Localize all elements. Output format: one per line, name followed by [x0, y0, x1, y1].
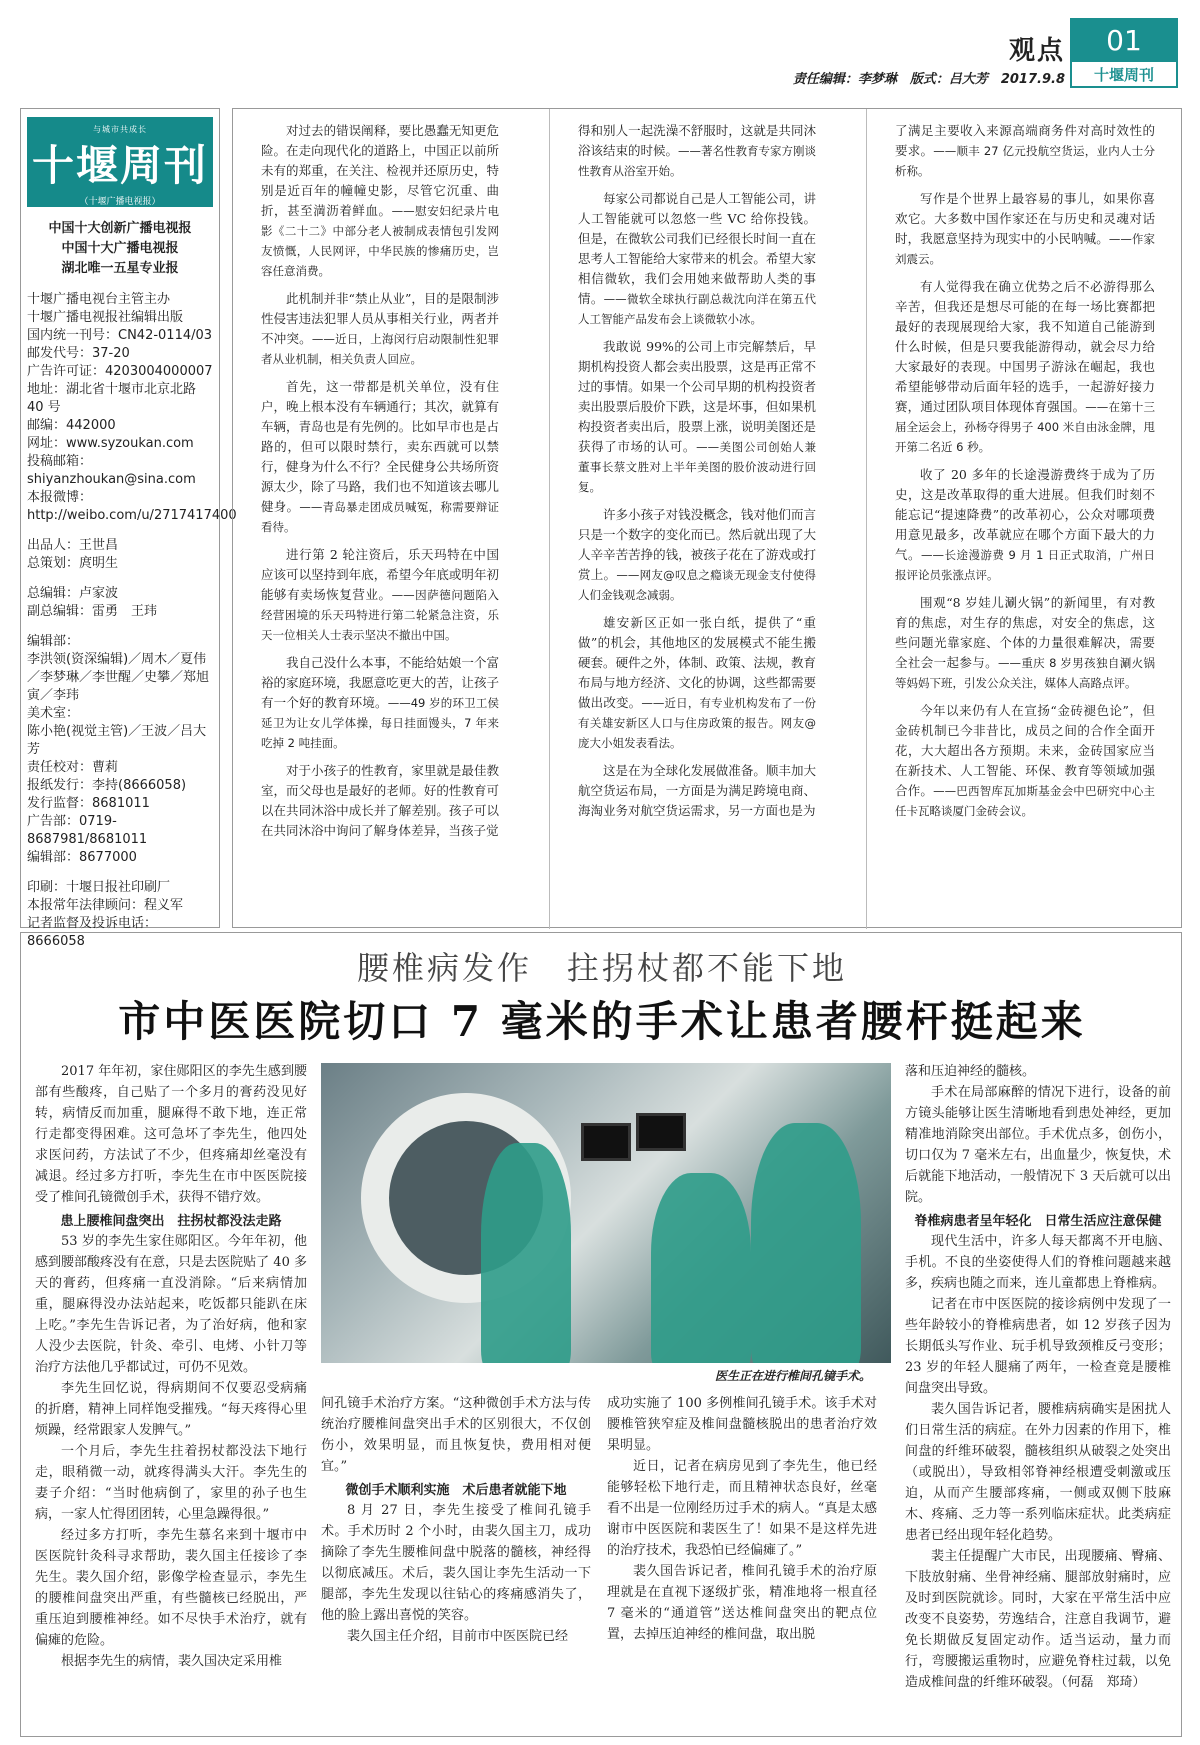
- quote-source: ——近日，有专业机构发布了一份有关雄安新区人口与住房政策的报告。网友@庞大小姐发表看法。: [578, 696, 816, 750]
- masthead-sidebar: [20, 108, 237, 949]
- page-header: [0, 0, 1200, 100]
- publication-info: [27, 291, 237, 525]
- quote-item: [261, 653, 499, 753]
- quote-item: [895, 277, 1155, 457]
- article-paragraph: 现代生活中，许多人每天都离不开电脑、手机。不良的坐姿使得人们的脊椎问题越来越多，疾病也随之而来，连儿童都患上脊椎病。: [905, 1234, 1171, 1291]
- staff-line: 出品人：王世昌: [27, 538, 119, 553]
- article-headline: 市中医医院切口 7 毫米的手术让患者腰杆挺起来: [118, 997, 1086, 1046]
- article-paragraph: 经过多方打听，李先生慕名来到十堰市中医医院针灸科寻求帮助，裴久国主任接诊了李先生。裴久国介绍，影像学检查显示，李先生的腰椎间盘突出严重，有些髓核已经脱出，严重压迫到腰椎神经。如不尽快手术治疗，就有偏瘫的危险。: [35, 1528, 307, 1648]
- surgery-photo: [321, 1063, 891, 1363]
- quote-source: ——在第十三届全运会上，孙杨夺得男子 400 米自由泳金牌，甩开第二名近 6 秒。: [895, 400, 1155, 454]
- article-paragraph: 成功实施了 100 多例椎间孔镜手术。该手术对腰椎管狭窄症及椎间盘髓核脱出的患者治疗效果明显。: [607, 1396, 877, 1453]
- doctor-figure: [751, 1123, 861, 1363]
- quote-source: ——美图公司创始人兼董事长蔡文胜对上半年美图的股价波动进行回复。: [578, 440, 816, 494]
- article-column-3: [607, 1393, 877, 1731]
- quote-source: ——巴西智库瓦加斯基金会中巴研究中心主任卡瓦略谈厦门金砖会议。: [895, 784, 1155, 818]
- article-column-2: [321, 1393, 591, 1731]
- quote-item: [895, 465, 1155, 585]
- email-link[interactable]: shiyanzhoukan@sina.com: [27, 472, 196, 487]
- quote-item: [895, 189, 1155, 269]
- quote-item: [578, 121, 816, 181]
- feature-article: [20, 932, 1182, 1737]
- quote-item: [261, 545, 499, 645]
- staff-bottom: [27, 633, 213, 867]
- info-line: 邮发代号：37-20: [27, 346, 130, 361]
- masthead-slogan: 与城市共成长: [93, 125, 147, 134]
- quote-text: 写作是个世界上最容易的事儿，如果你喜欢它。大多数中国作家还在与历史和灵魂对话时，我愿意坚持为现实中的小民呐喊。: [895, 191, 1155, 246]
- quote-item: [895, 701, 1155, 821]
- quote-text: 这是在为全球化发展做准备。顺丰加大航空货运布局，一方面是为满足跨境电商、海淘业务对航空货运需求，另一方面也是为: [578, 763, 816, 818]
- article-paragraph: 裴久国告诉记者，腰椎病病确实是困扰人们日常生活的病症。在外力因素的作用下，椎间盘的纤维环破裂，髓核组织从破裂之处突出（或脱出），导致相邻脊神经根遭受刺激或压迫，从而产生腰部疼痛，一侧或双侧下肢麻木、疼痛、乏力等一系列临床症状。此类病症患者已经出现年轻化趋势。: [905, 1402, 1171, 1543]
- quote-text: 我敢说 99%的公司上市完解禁后，早期机构投资人都会卖出股票，这是再正常不过的事情。如果一个公司早期的机构投资者卖出股票后股价下跌，这是坏事，但如果机构投资者卖出后，股票上涨，说明美图还是获得了市场的认可。: [578, 339, 816, 454]
- weibo-link[interactable]: http://weibo.com/u/2717417400: [27, 508, 237, 523]
- quote-source: ——顺丰 27 亿元投航空货运，业内人士分析称。: [895, 144, 1155, 178]
- article-paragraph: 李先生回忆说，得病期间不仅要忍受病痛的折磨，精神上同样饱受摧残。“每天疼得心里烦躁，经常跟家人发脾气。”: [35, 1381, 307, 1438]
- info-line: 邮编：442000: [27, 418, 116, 433]
- article-paragraph: 近日，记者在病房见到了李先生，他已经能够轻松下地行走，而且精神状态良好，丝毫看不出是一位刚经历过手术的病人。“真是太感谢市中医医院和裴医生了！如果不是这样先进的治疗技术，我恐怕已经偏瘫了。”: [607, 1459, 877, 1558]
- staff-line: 李洪领(资深编辑)／周木／夏伟／李梦琳／李世醒／史攀／郑旭寅／李玮: [27, 652, 210, 703]
- printing-line: 本报常年法律顾问：程义军: [27, 898, 184, 913]
- info-line: 投稿邮箱：: [27, 454, 93, 469]
- printing-line: 记者监督及投诉电话：8666058: [27, 916, 158, 949]
- article-subheading: 脊椎病患者呈年轻化 日常生活应注意保健: [914, 1214, 1162, 1229]
- quote-source: ——作家刘震云。: [895, 232, 1155, 266]
- quote-text: 我自己没什么本事，不能给姑娘一个富裕的家庭环境，我愿意吃更大的苦，让孩子有一个好的教育环境。: [261, 655, 499, 710]
- article-paragraph: 一个月后，李先生拄着拐杖都没法下地行走，眼稍微一动，就疼得满头大汗。李先生的妻子介绍：“当时他病倒了，家里的孙子也生病，一家人忙得团团转，心里急躁得很。”: [35, 1444, 307, 1522]
- article-paragraph: 53 岁的李先生家住郧阳区。今年年初，他感到腰部酸疼没有在意，只是去医院贴了 40 多天的膏药，但疼痛一直没消除。“后来病情加重，腿麻得没办法站起来，吃饭都只能趴在床上吃。”李先生告诉记者，为了治好病，他和家人没少去医院，针灸、牵引、电烤、小针刀等治疗方法他几乎都试过，可仍不见效。: [35, 1234, 307, 1375]
- quote-text: 此机制并非“禁止从业”，目的是限制涉性侵害违法犯罪人员从事相关行业，两者并不冲突。: [261, 291, 499, 346]
- staff-line: 发行监督：8681011: [27, 796, 150, 811]
- quote-source: ——慰安妇纪录片电影《二十二》中部分老人被制成表情包引发网友愤慨，人民网评，中华民族的惨痛历史，岂容任意消费。: [261, 204, 499, 278]
- staff-line: 总编辑：卢家波: [27, 586, 119, 601]
- printing-line: 印刷：十堰日报社印刷厂: [27, 880, 171, 895]
- doctor-figure: [651, 1173, 751, 1363]
- quote-text: 首先，这一带都是机关单位，没有住户，晚上根本没有车辆通行；其次，就算有车辆，青岛也是有先例的。比如早市也是占路的，但可以限时禁行，卖东西就可以禁行，健身为什么不行？全民健身公共场所资源太少，除了马路，我们也不知道该去哪儿健身。: [261, 379, 499, 514]
- quote-item: [578, 613, 816, 753]
- quote-text: 得和别人一起洗澡不舒服时，这就是共同沐浴该结束的时候。: [578, 123, 816, 158]
- article-paragraph: 记者在市中医医院的接诊病例中发现了一些年龄较小的脊椎病患者，如 12 岁孩子因为长期低头写作业、玩手机导致颈椎反弓变形；23 岁的年轻人腿痛了两年，一检查竟是腰椎间盘突出导致。: [905, 1297, 1171, 1396]
- quote-source: ——网友@叹息之瘾谈无现金支付使得人们金钱观念减弱。: [578, 568, 816, 602]
- staff-line: 编辑部：8677000: [27, 850, 137, 865]
- honor-item: 中国十大广播电视报: [61, 241, 179, 256]
- quote-source: ——青岛暴走团成员喊冤，称需要辩证看待。: [261, 500, 499, 534]
- article-paragraph: 根据李先生的病情，裴久国决定采用椎: [61, 1654, 283, 1669]
- quote-item: [895, 121, 1155, 181]
- staff-line: 陈小艳(视觉主管)／王波／吕大芳: [27, 724, 207, 757]
- quote-item: [261, 377, 499, 537]
- article-column-4: [905, 1061, 1171, 1731]
- info-line: 广告许可证：4203004000007: [27, 364, 213, 379]
- staff-line: 美术室：: [27, 706, 80, 721]
- quote-text: 对于小孩子的性教育，家里就是最佳教室，而父母也是最好的老师。好的性教育可以在共同沐浴中成长并了解差别。孩子可以在共同沐浴中询问了解身体差异，当孩子觉: [261, 763, 499, 838]
- quote-source: ——近日，上海闵行启动限制性犯罪者从业机制，相关负责人回应。: [261, 332, 499, 366]
- article-kicker: 腰椎病发作 拄拐杖都不能下地: [356, 949, 847, 987]
- honor-item: 湖北唯一五星专业报: [61, 261, 179, 276]
- quote-source: ——重庆 8 岁男孩独自涮火锅等妈妈下班，引发公众关注，媒体人高路点评。: [895, 656, 1155, 690]
- website-link[interactable]: 网址：www.syzoukan.com: [27, 436, 194, 451]
- quote-text: 每家公司都说自己是人工智能公司，讲人工智能就可以忽悠一些 VC 给你投钱。但是，在微软公司我们已经很长时间一直在思考人工智能给大家带来的机会。希望大家相信微软，我们会用她来做帮助人类的事情。: [578, 191, 816, 306]
- paper-name: 十堰周刊: [1093, 66, 1154, 84]
- photo-caption: 医生正在进行椎间孔镜手术。: [714, 1369, 871, 1383]
- quote-text: 围观“8 岁娃儿涮火锅”的新闻里，有对教育的焦虑，对生存的焦虑，对安全的焦虑，这些问题光靠家庭、个体的力量很难解决，需要全社会一起参与。: [895, 595, 1155, 670]
- article-paragraph: 裴久国告诉记者，椎间孔镜手术的治疗原理就是在直视下逐级扩张，精准地将一根直径 7 毫米的“通道管”送达椎间盘突出的靶点位置，去掉压迫神经的椎间盘，取出脱: [607, 1564, 877, 1642]
- page-number-box: [1070, 18, 1178, 88]
- quote-text: 进行第 2 轮注资后，乐天玛特在中国应该可以坚持到年底，希望今年底或明年初能够有卖场恢复营业。: [261, 547, 499, 602]
- quote-item: [578, 189, 816, 329]
- staff-line: 副总编辑：雷勇 王玮: [27, 604, 158, 619]
- quote-item: [261, 289, 499, 369]
- info-line: 十堰广播电视报社编辑出版: [27, 310, 184, 325]
- quote-source: ——49 岁的环卫工侯延卫为让女儿学体操，每日挂面馒头，7 年来吃掉 2 吨挂面。: [261, 696, 499, 750]
- quote-item: [895, 593, 1155, 693]
- staff-line: 广告部：0719-8687981/8681011: [27, 814, 148, 847]
- quote-item: [261, 121, 499, 281]
- masthead-logo: [27, 117, 213, 207]
- quote-source: ——微软全球执行副总裁沈向洋在第五代人工智能产品发布会上谈微软小冰。: [578, 292, 816, 326]
- article-paragraph: 落和压迫神经的髓核。: [905, 1064, 1036, 1079]
- quote-text: 收了 20 多年的长途漫游费终于成为了历史，这是改革取得的重大进展。但我们时刻不能忘记“提速降费”的改革初心，公众对哪项费用意见最多，改革就应在哪个方面下最大的力气。: [895, 467, 1155, 562]
- quote-item: [261, 761, 499, 841]
- staff-line: 编辑部：: [27, 634, 80, 649]
- opinion-column-1: [261, 121, 499, 921]
- quote-text: 了满足主要收入来源高端商务件对高时效性的要求。: [895, 123, 1155, 158]
- quote-text: 有人觉得我在确立优势之后不必游得那么辛苦，但我还是想尽可能的在每一场比赛都把最好的表现展现给大家，我不知道自己能游到什么时候，但是只要我能游得动，就会尽力给大家最好的表现。中国男子游泳在崛起，我也希望能够带动后面年轻的选手，一起游好接力赛，通过团队项目体现体育强国。: [895, 279, 1155, 414]
- staff-line: 责任校对：曹莉: [27, 760, 119, 775]
- monitor-shape: [581, 1123, 631, 1161]
- quote-item: [578, 761, 816, 821]
- info-line: 本报微博：: [27, 490, 93, 505]
- staff-mid: [27, 585, 213, 621]
- quote-text: 今年以来仍有人在宣扬“金砖褪色论”，但金砖机制已今非昔比，成员之间的合作全面开花，大大超出各方预期。未来，金砖国家应当在新技术、人工智能、环保、教育等领域加强合作。: [895, 703, 1155, 798]
- article-paragraph: 手术在局部麻醉的情况下进行，设备的前方镜头能够让医生清晰地看到患处神经，更加精准地消除突出部位。手术优点多，创伤小，切口仅为 7 毫米左右，出血量少，恢复快，术后就能下地活动，一般情况下 3 天后就可以出院。: [905, 1085, 1171, 1205]
- monitor-shape: [636, 1113, 686, 1151]
- info-line: 国内统一刊号：CN42-0114/03: [27, 328, 213, 343]
- honor-item: 中国十大创新广播电视报: [48, 221, 192, 236]
- quote-text: 对过去的错误阐释，要比愚蠢无知更危险。在走向现代化的道路上，中国正以前所未有的郑重，在关注、检视并还原历史，特别是近百年的幢幢史影，尽管它沉重、曲折，甚至満沥着鲜血。: [261, 123, 499, 218]
- quote-text: 雄安新区正如一张白纸，提供了“重做”的机会，其他地区的发展模式不能生搬硬套。硬件之外，体制、政策、法规，教育布局与地方经济、文化的协调，这些都需要做出改变。: [578, 615, 816, 710]
- article-paragraph: 2017 年年初，家住郧阳区的李先生感到腰部有些酸疼，自己贴了一个多月的膏药没见好转，病情反而加重，腿麻得不敢下地，连正常行走都变得困难。这可急坏了李先生，他四处求医问药，方法试了不少，但疼痛却丝毫没有减退。经过多方打听，李先生在市中医医院接受了椎间孔镜微创手术，获得不错疗效。: [35, 1064, 307, 1205]
- quote-source: ——著名性教育专家方刚谈性教育从浴室开始。: [578, 144, 816, 178]
- staff-line: 报纸发行：李持(8666058): [27, 778, 187, 793]
- article-paragraph: 裴久国主任介绍，目前市中医医院已经: [347, 1629, 569, 1644]
- doctor-figure: [481, 1143, 571, 1363]
- quote-text: 许多小孩子对钱没概念，钱对他们而言只是一个数字的变化而已。然后就出现了大人辛辛苦苦挣的钱，被孩子花在了游戏或打赏上。: [578, 507, 816, 582]
- info-line: 十堰广播电视台主管主办: [27, 292, 171, 307]
- article-subheading: 患上腰椎间盘突出 拄拐杖都没法走路: [60, 1214, 282, 1229]
- quote-source: ——长途漫游费 9 月 1 日正式取消，广州日报评论员张涨点评。: [895, 548, 1155, 582]
- masthead-name: 十堰周刊: [31, 141, 208, 190]
- section-title: 观点: [1008, 36, 1065, 66]
- quote-item: [578, 505, 816, 605]
- opinion-column-3: [895, 121, 1155, 921]
- staff-line: 总策划：庹明生: [27, 556, 119, 571]
- masthead-subtitle: （十堰广播电视报）: [79, 197, 161, 207]
- article-paragraph: 间孔镜手术治疗方案。“这种微创手术方法与传统治疗腰椎间盘突出手术的区别很大，不仅创伤小，效果明显，而且恢复快，费用相对便宜。”: [321, 1396, 591, 1474]
- staff-top: [27, 537, 213, 573]
- opinion-column-2: [578, 121, 816, 921]
- page-number: 01: [1072, 20, 1176, 62]
- opinion-section: [232, 108, 1182, 928]
- info-line: 地址：湖北省十堰市北京北路 40 号: [27, 382, 197, 415]
- honors-list: [27, 219, 213, 279]
- editor-credits: 责任编辑：李梦琳 版式：吕大芳 2017.9.8: [792, 72, 1065, 87]
- article-paragraph: 裴主任提醒广大市民，出现腰痛、臀痛、下肢放射痛、坐骨神经痛、腿部放射痛时，应及时到医院就诊。同时，大家在平常生活中应改变不良姿势，劳逸结合，注意自我调节，避免长期做反复固定动作。适当运动，量力而行，弯腰搬运重物时，应避免脊柱过载，以免造成椎间盘的纤维环破裂。（何磊 郑琦）: [905, 1549, 1171, 1690]
- quote-item: [578, 337, 816, 497]
- article-subheading: 微创手术顺利实施 术后患者就能下地: [345, 1483, 567, 1498]
- quote-source: ——因萨德问题陷入经营困境的乐天玛特进行第二轮紧急注资，乐天一位相关人士表示坚决不撤出中国。: [261, 588, 499, 642]
- article-paragraph: 8 月 27 日，李先生接受了椎间孔镜手术。手术历时 2 个小时，由裴久国主刀，成功摘除了李先生腰椎间盘中脱落的髓核，神经得以彻底减压。术后，裴久国让李先生活动一下腿部，李先生发现以往钻心的疼痛感消失了，他的脸上露出喜悦的笑容。: [321, 1503, 591, 1623]
- article-column-1: [35, 1061, 307, 1731]
